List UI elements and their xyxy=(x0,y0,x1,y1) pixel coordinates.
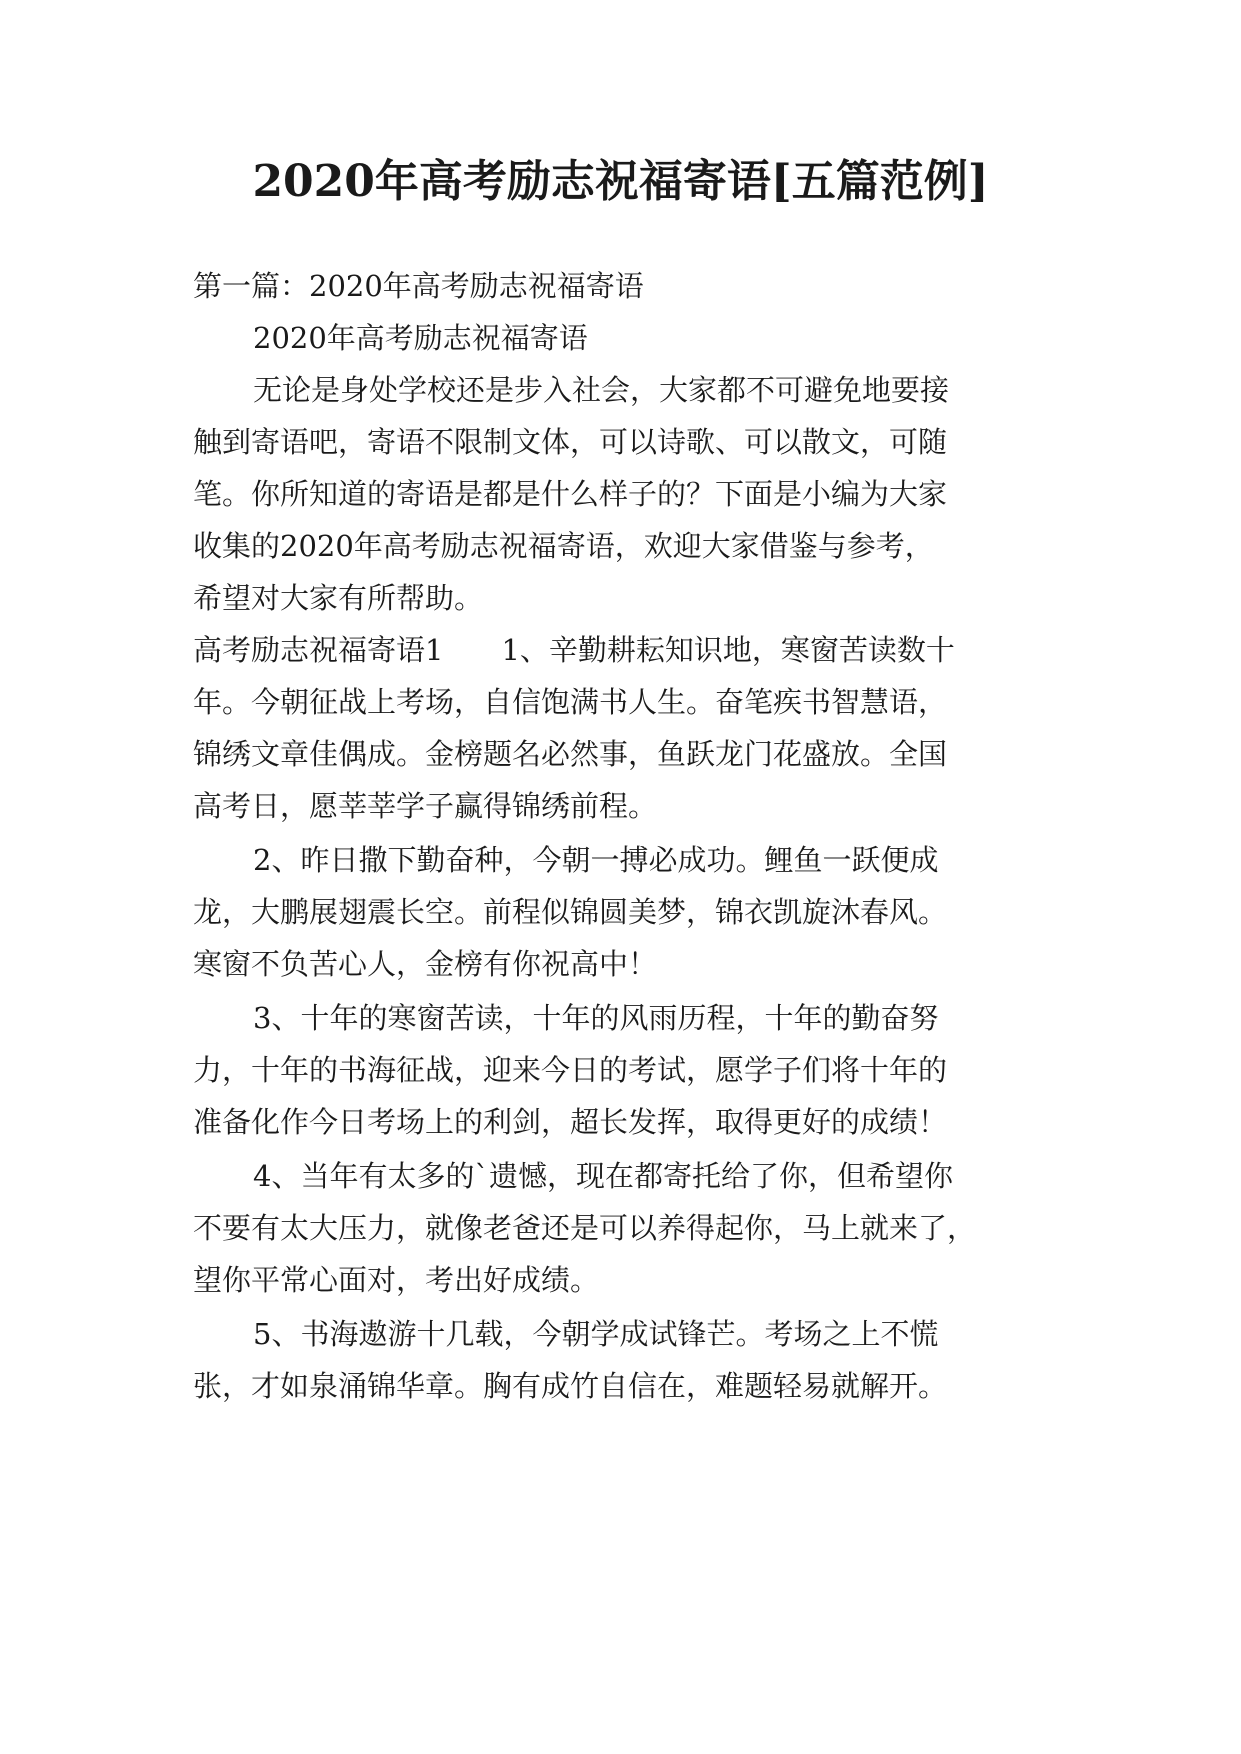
paragraph-line: 收集的2020年高考励志祝福寄语，欢迎大家借鉴与参考， xyxy=(193,529,934,563)
section-heading-1: 第一篇：2020年高考励志祝福寄语 xyxy=(193,269,644,303)
paragraph-line: 张，才如泉涌锦华章。胸有成竹自信在，难题轻易就解开。 xyxy=(193,1369,948,1403)
document-title: 2020年高考励志祝福寄语[五篇范例] xyxy=(252,156,989,207)
paragraph-line: 无论是身处学校还是步入社会，大家都不可避免地要接 xyxy=(253,373,950,407)
paragraph-line: 准备化作今日考场上的利剑，超长发挥，取得更好的成绩！ xyxy=(193,1105,948,1139)
paragraph-line: 4、当年有太多的`遗憾，现在都寄托给了你，但希望你 xyxy=(253,1159,953,1193)
paragraph-line: 触到寄语吧，寄语不限制文体，可以诗歌、可以散文，可随 xyxy=(193,425,948,459)
paragraph-line: 希望对大家有所帮助。 xyxy=(193,581,484,615)
paragraph-line: 高考日，愿莘莘学子赢得锦绣前程。 xyxy=(193,789,658,823)
paragraph-line: 寒窗不负苦心人，金榜有你祝高中！ xyxy=(193,947,658,981)
paragraph-line: 锦绣文章佳偶成。金榜题名必然事，鱼跃龙门花盛放。全国 xyxy=(193,737,948,771)
paragraph-line: 2、昨日撒下勤奋种，今朝一搏必成功。鲤鱼一跃便成 xyxy=(253,843,939,877)
paragraph-line: 5、书海遨游十几载，今朝学成试锋芒。考场之上不慌 xyxy=(253,1317,939,1351)
paragraph-line: 笔。你所知道的寄语是都是什么样子的？下面是小编为大家 xyxy=(193,477,948,511)
paragraph-line: 望你平常心面对，考出好成绩。 xyxy=(193,1263,600,1297)
paragraph-line: 高考励志祝福寄语1 1、辛勤耕耘知识地，寒窗苦读数十 xyxy=(193,633,955,667)
paragraph-line: 力，十年的书海征战，迎来今日的考试，愿学子们将十年的 xyxy=(193,1053,948,1087)
paragraph-line: 年。今朝征战上考场，自信饱满书人生。奋笔疾书智慧语， xyxy=(193,685,948,719)
paragraph-line: 龙，大鹏展翅震长空。前程似锦圆美梦，锦衣凯旋沐春风。 xyxy=(193,895,948,929)
paragraph-line: 3、十年的寒窗苦读，十年的风雨历程，十年的勤奋努 xyxy=(253,1001,939,1035)
paragraph-line: 不要有太大压力，就像老爸还是可以养得起你，马上就来了， xyxy=(193,1211,977,1245)
subheading: 2020年高考励志祝福寄语 xyxy=(253,321,588,355)
